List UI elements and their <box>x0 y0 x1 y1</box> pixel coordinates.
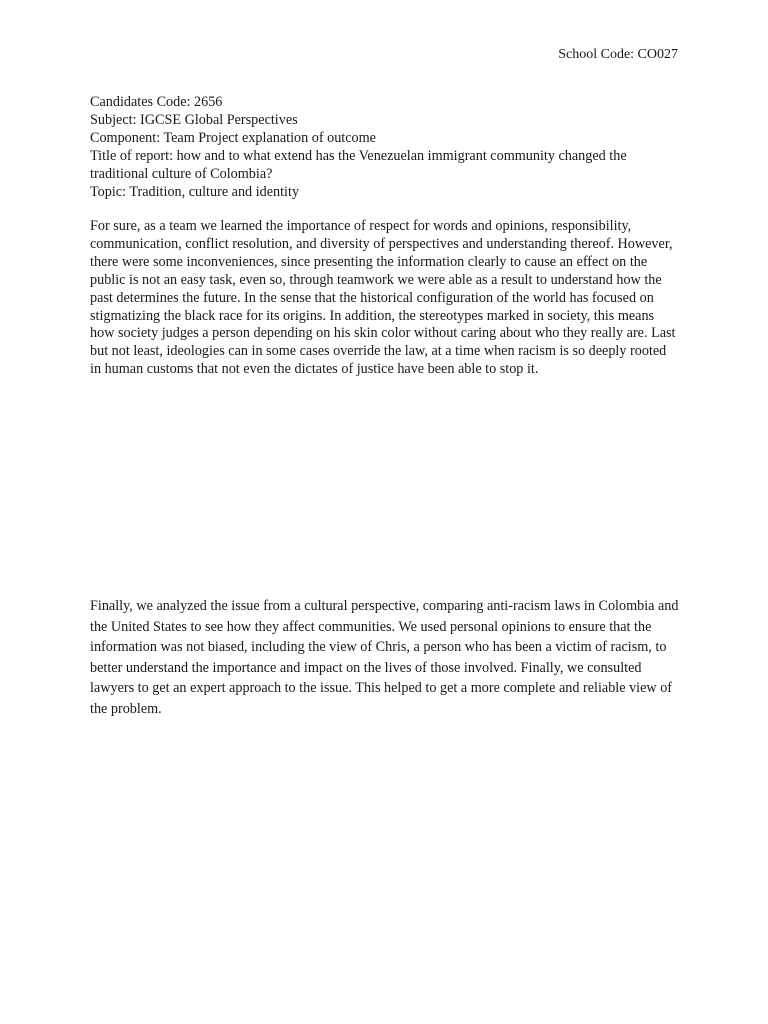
topic-line: Topic: Tradition, culture and identity <box>90 183 300 200</box>
body-paragraph-2: Finally, we analyzed the issue from a cultural perspective, comparing anti-racism laws in Colombia and the United States to see how they affect communities. We used personal opinions to ensure that the information was not biased, including the view of Chris, a person who has been a victim of racism, to better understand the importance and impact on the lives of those involved. Finally, we consulted lawyers to get an expert approach to the issue. This helped to get a more complete and reliable view of the problem. <box>90 598 679 717</box>
body-paragraph-1: For sure, as a team we learned the importance of respect for words and opinions, responsibility, communication, conflict resolution, and diversity of perspectives and understanding thereof. However, there were some inconveniences, since presenting the information clearly to cause an effect on the public is not an easy task, even so, through teamwork we were able as a result to understand how the past determines the future. In the sense that the historical configuration of the world has focused on stigmatizing the black race for its origins. In addition, the stereotypes marked in society, this means how society judges a person depending on his skin color without caring about who they really are. Last but not least, ideologies can in some cases override the law, at a time when racism is so deeply rooted in human customs that not even the dictates of justice have been able to stop it. <box>90 218 676 378</box>
subject-line: Subject: IGCSE Global Perspectives <box>90 111 298 128</box>
report-details <box>90 94 680 201</box>
component-line: Component: Team Project explanation of outcome <box>90 129 376 146</box>
report-title: Title of report: how and to what extend has the Venezuelan immigrant community changed the traditional culture of Colombia? <box>90 147 627 182</box>
school-code: School Code: CO027 <box>558 47 678 62</box>
candidate-code: Candidates Code: 2656 <box>90 94 223 110</box>
